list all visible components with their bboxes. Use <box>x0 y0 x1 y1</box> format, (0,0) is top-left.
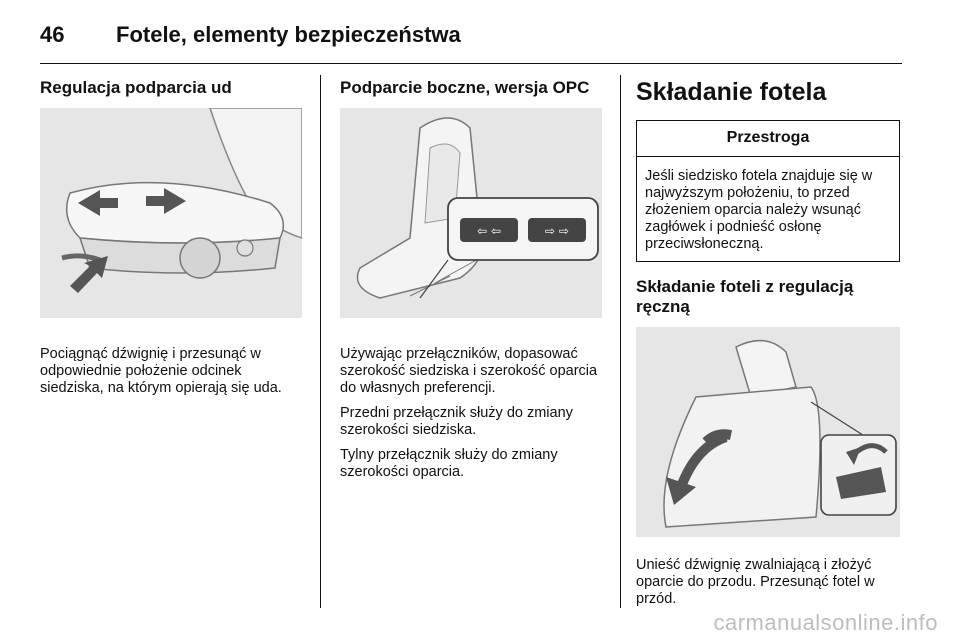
page-header <box>40 22 461 48</box>
subsection-heading: Składanie foteli z regulacją ręczną <box>636 277 854 316</box>
column-thigh-support <box>40 78 308 397</box>
warning-text: Jeśli siedzisko fotela znajduje się w najwyższym położeniu, to przed złożeniem oparcia należy wsunąć zagłówek i podnieść osłonę przeciwsłoneczną. <box>645 168 873 252</box>
paragraph-front-switch: Przedni przełącznik służy do zmiany szerokości siedziska. <box>340 405 573 438</box>
column-side-support <box>340 78 606 481</box>
column-divider-1 <box>320 75 321 608</box>
page-number: 46 <box>40 22 65 47</box>
opc-seat-side-support-switches-illustration <box>340 108 602 318</box>
column-seat-folding <box>636 78 900 608</box>
section-heading: Regulacja podparcia ud <box>40 78 232 97</box>
paragraph-rear-switch: Tylny przełącznik służy do zmiany szerokości oparcia. <box>340 447 558 480</box>
svg-text:⇨ ⇨: ⇨ ⇨ <box>545 224 569 238</box>
paragraph-adjust: Używając przełączników, dopasować szerokość siedziska i szerokość oparcia do własnych preferencji. <box>340 346 598 396</box>
section-heading: Podparcie boczne, wersja OPC <box>340 78 590 97</box>
chapter-title: Fotele, elementy bezpieczeństwa <box>116 22 461 47</box>
svg-text:⇦ ⇦: ⇦ ⇦ <box>477 224 501 238</box>
warning-box <box>636 120 900 262</box>
seat-thigh-support-illustration <box>40 108 302 318</box>
instruction-text: Pociągnąć dźwignię i przesunąć w odpowiednie położenie odcinek siedziska, na którym opierają się uda. <box>40 346 282 396</box>
watermark: carmanualsonline.info <box>713 610 938 635</box>
seat-folding-lever-illustration <box>636 327 900 537</box>
warning-title: Przestroga <box>637 121 899 157</box>
section-heading: Składanie fotela <box>636 78 827 106</box>
instruction-text: Unieść dźwignię zwalniającą i złożyć oparcie do przodu. Przesunąć fotel w przód. <box>636 557 875 607</box>
column-divider-2 <box>620 75 621 608</box>
header-rule <box>40 63 902 64</box>
